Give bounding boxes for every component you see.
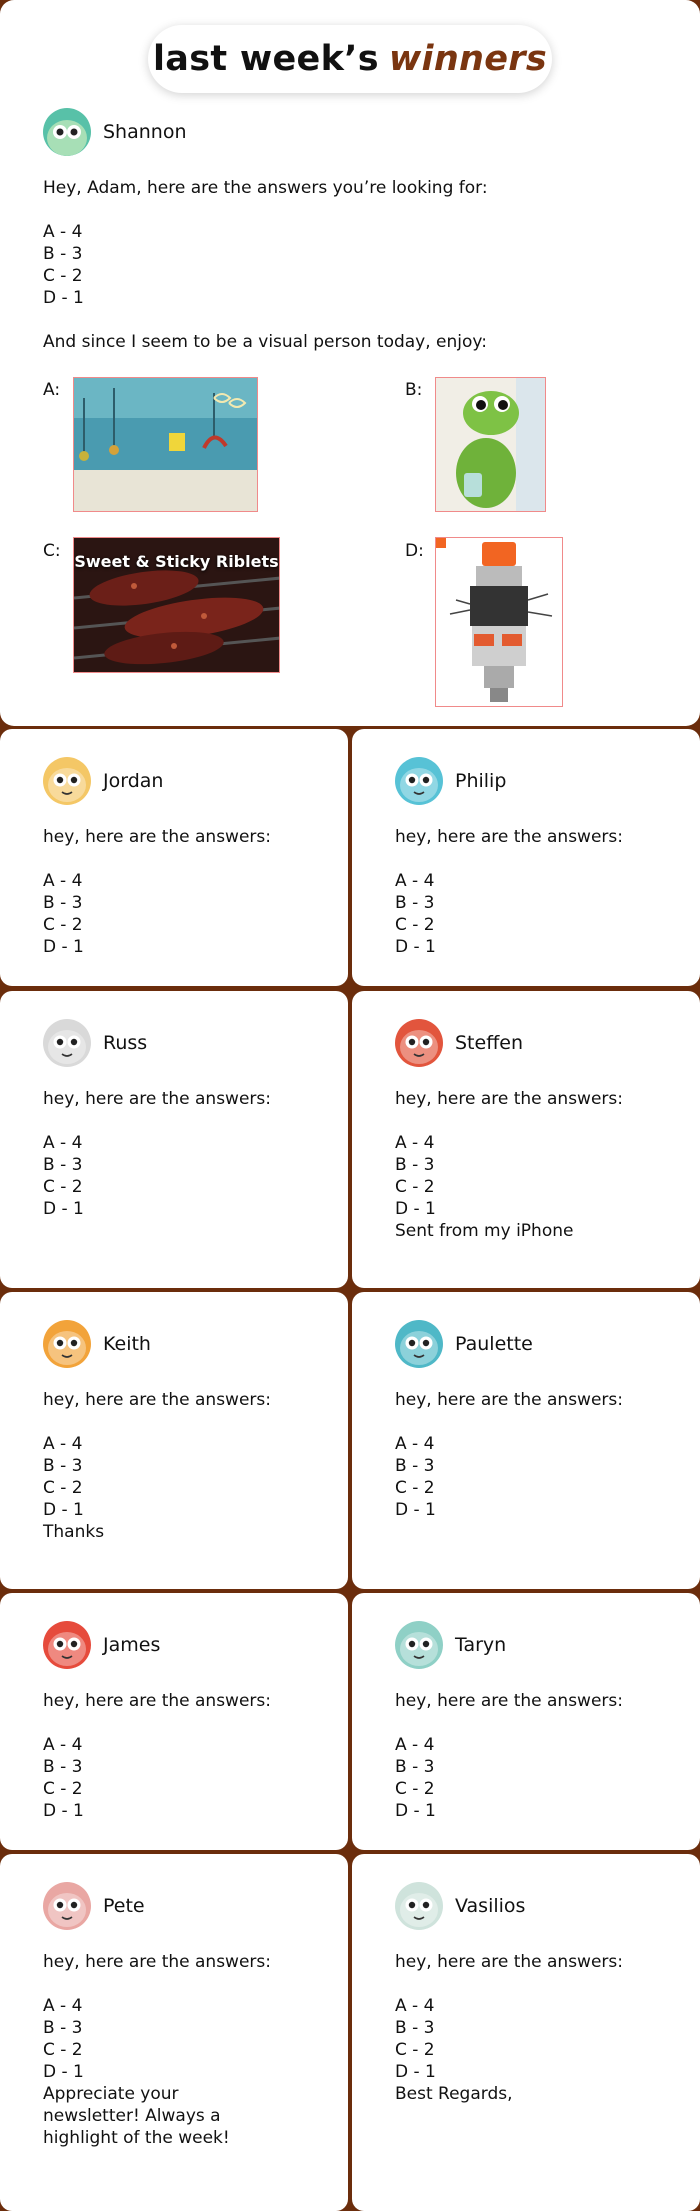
answer-item: C - 2 [395,2040,435,2060]
answer-item: B - 3 [43,893,83,913]
winner-header [43,1320,151,1368]
answer-item: B - 3 [395,1456,435,1476]
winner-card-pete [0,1854,348,2211]
answer-item: A - 4 [43,1133,83,1153]
winner-header [395,1019,523,1067]
answer-item: D - 1 [43,1801,84,1821]
greeting-text: hey, here are the answers: [43,1691,271,1711]
winner-card-philip [352,729,700,986]
answer-item: C - 2 [395,915,435,935]
winner-header [395,1320,533,1368]
signoff-text: Best Regards, [395,2084,513,2104]
answer-item: C - 2 [43,266,83,286]
answer-item: D - 1 [43,1199,84,1219]
title-plain: last week’s [153,39,379,79]
winner-name: Taryn [455,1634,507,1656]
answer-item: A - 4 [395,1996,435,2016]
answer-item: D - 1 [395,937,436,957]
image-label-d: D: [405,541,424,561]
avatar [43,757,91,805]
winner-header [395,757,506,805]
winner-name: Russ [103,1032,148,1054]
image-label-b: B: [405,380,423,400]
answer-item: B - 3 [43,244,83,264]
winner-card-taryn [352,1593,700,1850]
answer-item: B - 3 [395,1155,435,1175]
answer-item: A - 4 [43,871,83,891]
answer-item: B - 3 [43,1456,83,1476]
signoff-text: Sent from my iPhone [395,1221,574,1241]
image-label-a: A: [43,380,61,400]
answer-item: B - 3 [43,1155,83,1175]
winner-card-russ [0,991,348,1288]
answer-item: B - 3 [43,1757,83,1777]
answer-item: C - 2 [395,1177,435,1197]
winner-header [43,108,187,156]
answer-list [43,1995,84,2083]
answer-list [395,870,436,958]
winner-name: Pete [103,1895,145,1917]
answer-list [43,1132,84,1220]
winner-name: Philip [455,770,507,792]
avatar [395,1882,443,1930]
answer-item: C - 2 [43,1478,83,1498]
winner-name: Paulette [455,1333,533,1355]
answer-item: C - 2 [43,1779,83,1799]
answer-item: D - 1 [395,2062,436,2082]
signoff-text: Appreciate your newsletter! Always a highlight of the week! [43,2084,230,2148]
avatar [395,757,443,805]
avatar [395,1320,443,1368]
winner-card-paulette [352,1292,700,1589]
answer-list [395,1995,436,2083]
winner-name: Steffen [455,1032,524,1054]
answer-list [395,1132,436,1220]
winner-name: Vasilios [455,1895,526,1917]
gecko-image [435,377,546,512]
answer-item: D - 1 [395,1199,436,1219]
answer-item: D - 1 [43,1500,84,1520]
answer-list [43,1433,84,1521]
answer-list [43,221,84,309]
page-title [148,25,552,93]
answer-item: A - 4 [395,1133,435,1153]
greeting-text: hey, here are the answers: [43,1089,271,1109]
title-accent: winners [388,39,547,79]
winner-card-vasilios [352,1854,700,2211]
greeting-text: hey, here are the answers: [43,827,271,847]
greeting-text: hey, here are the answers: [43,1390,271,1410]
winner-card-keith [0,1292,348,1589]
answer-item: D - 1 [395,1801,436,1821]
answer-item: C - 2 [395,1779,435,1799]
avatar [43,1621,91,1669]
image-label-c: C: [43,541,61,561]
greeting-text: hey, here are the answers: [43,1952,271,1972]
greeting-text: hey, here are the answers: [395,1390,623,1410]
answer-item: C - 2 [43,1177,83,1197]
answer-item: D - 1 [43,2062,84,2082]
answer-item: A - 4 [395,871,435,891]
answer-item: C - 2 [43,2040,83,2060]
answer-item: A - 4 [43,222,83,242]
winner-header [43,1019,147,1067]
avatar [395,1621,443,1669]
visual-intro-text: And since I seem to be a visual person today, enjoy: [43,332,487,352]
winner-header [395,1882,525,1930]
underwater-cartoon-image [73,377,258,512]
winner-header [395,1621,506,1669]
avatar [43,1882,91,1930]
ribs-image [73,537,280,673]
answer-item: B - 3 [43,2018,83,2038]
answer-item: D - 1 [395,1500,436,1520]
intro-text: Hey, Adam, here are the answers you’re looking for: [43,178,488,198]
winner-header [43,1882,145,1930]
answer-item: A - 4 [395,1735,435,1755]
answer-item: B - 3 [395,893,435,913]
winner-card-james [0,1593,348,1850]
answer-item: A - 4 [43,1996,83,2016]
winner-name: Keith [103,1333,151,1355]
winner-name: Jordan [103,770,164,792]
answer-item: A - 4 [395,1434,435,1454]
answer-list [395,1734,436,1822]
winner-header [43,757,163,805]
avatar [43,1320,91,1368]
answer-item: A - 4 [43,1735,83,1755]
answer-list [395,1433,436,1521]
answer-item: B - 3 [395,1757,435,1777]
avatar [395,1019,443,1067]
winner-name: James [103,1634,161,1656]
greeting-text: hey, here are the answers: [395,1691,623,1711]
winner-card-steffen [352,991,700,1288]
winner-header [43,1621,160,1669]
answer-item: C - 2 [43,915,83,935]
featured-winner-card [0,0,700,726]
signoff-text: Thanks [43,1522,105,1542]
winner-card-jordan [0,729,348,986]
avatar [43,1019,91,1067]
answer-item: D - 1 [43,937,84,957]
answer-item: D - 1 [43,288,84,308]
avatar [43,108,91,156]
answer-list [43,870,84,958]
answer-item: B - 3 [395,2018,435,2038]
answer-list [43,1734,84,1822]
ribs-caption: Sweet & Sticky Riblets [74,552,279,571]
greeting-text: hey, here are the answers: [395,827,623,847]
answer-item: C - 2 [395,1478,435,1498]
answer-item: A - 4 [43,1434,83,1454]
sensor-device-image [435,537,563,707]
winner-name: Shannon [103,121,187,143]
greeting-text: hey, here are the answers: [395,1089,623,1109]
greeting-text: hey, here are the answers: [395,1952,623,1972]
